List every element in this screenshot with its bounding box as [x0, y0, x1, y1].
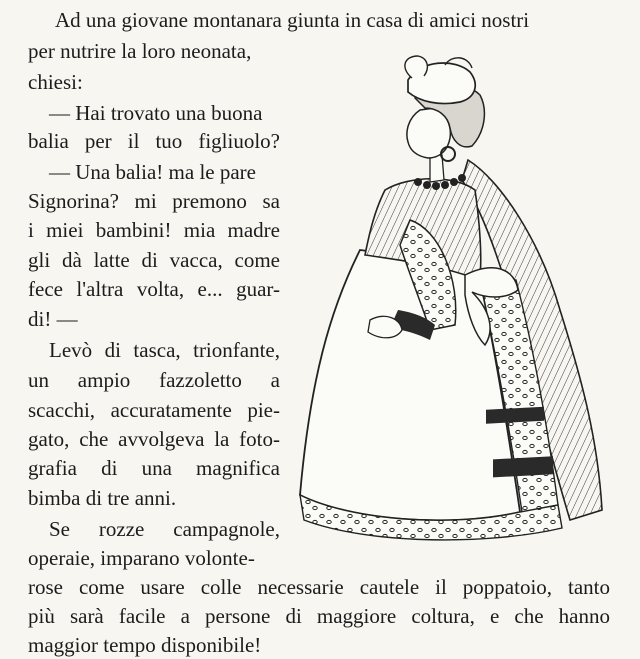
text-line-13: un ampio fazzoletto a [28, 368, 280, 392]
text-line-17: bimba di tre anni. [28, 486, 177, 510]
text-line-8: i miei bambini! mia madre [28, 218, 280, 242]
text-line-4: — Hai trovato una buona [49, 101, 263, 125]
text-line-3: chiesi: [28, 70, 83, 94]
text-line-16: grafia di una magnifica [28, 456, 280, 480]
text-line-11: di! — [28, 307, 78, 331]
text-line-1: Ad una giovane montanara giunta in casa di amici nostri [55, 8, 530, 32]
text-line-6: — Una balia! ma le pare [49, 160, 256, 184]
text-line-2: per nutrire la loro neonata, [28, 39, 252, 63]
text-line-18: Se rozze campagnole, [49, 517, 280, 541]
text-line-10: fece l'altra volta, e... guar- [28, 277, 280, 301]
text-line-14: scacchi, accuratamente pie- [28, 398, 280, 422]
text-line-9: gli dà latte di vacca, come [28, 248, 280, 272]
text-line-15: gato, che avvolgeva la foto- [28, 427, 280, 451]
text-line-7: Signorina? mi premono sa [28, 189, 280, 213]
text-line-20: rose come usare colle necessarie cautele il poppatoio, tanto [28, 575, 610, 599]
text-line-22: maggior tempo disponibile! [28, 633, 262, 657]
text-line-19: operaie, imparano volonte- [28, 546, 255, 570]
text-line-21: più sarà facile a persone di maggiore coltura, e che hanno [28, 604, 610, 628]
text-line-5: balia per il tuo figliuolo? [28, 129, 280, 153]
woman-in-traditional-dress-illustration [290, 50, 610, 550]
text-line-12: Levò di tasca, trionfante, [49, 338, 280, 362]
